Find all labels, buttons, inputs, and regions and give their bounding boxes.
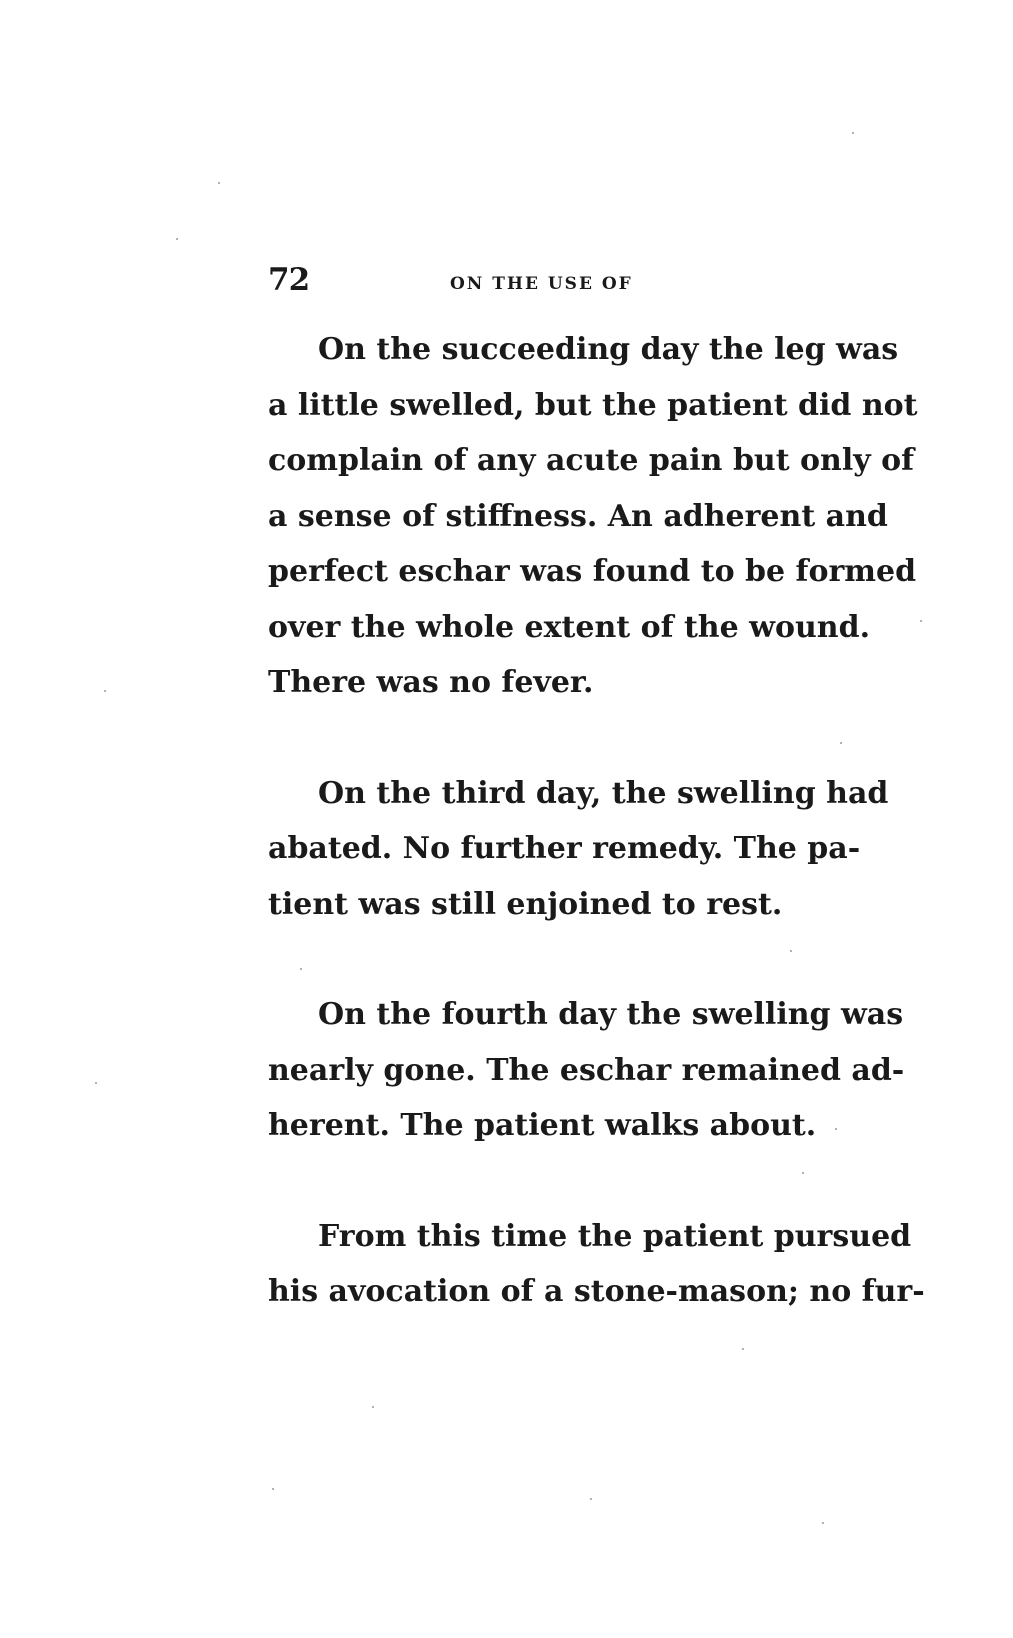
text-line: On the succeeding day the leg was [318,332,899,367]
text-line: complain of any acute pain but only of [268,443,915,478]
paragraph-gap [268,711,846,766]
paragraph-gap [268,1154,846,1209]
text-line: nearly gone. The eschar remained ad- [268,1052,905,1088]
page-number: 72 [268,262,310,298]
text-line: From this time the patient pursued [318,1218,912,1254]
scan-speck [95,1082,97,1084]
scan-speck [840,742,842,744]
text-line: his avocation of a stone-mason; no fur- [268,1274,925,1309]
text-line: herent. The patient walks about. [268,1108,817,1143]
text-line: a little swelled, but the patient did not [268,387,918,423]
body-text [268,322,925,1320]
paragraph-4 [268,1209,925,1320]
scan-speck [300,968,302,970]
scan-speck [852,132,854,134]
running-title: ON THE USE OF [450,274,633,294]
scan-speck [272,1488,274,1490]
text-line: perfect eschar was found to be formed [268,554,917,589]
scan-speck [104,690,106,692]
paragraph-1 [268,322,918,711]
scan-speck [802,1172,804,1174]
scan-speck [590,1498,592,1500]
scan-speck [218,182,220,184]
text-line: On the fourth day the swelling was [318,997,904,1032]
text-line: There was no fever. [268,665,594,700]
scan-speck [822,1522,824,1524]
running-head [268,262,848,302]
scan-speck [920,620,922,622]
scan-speck [372,1406,374,1408]
paragraph-3 [268,987,905,1154]
text-line: On the third day, the swelling had [318,775,889,811]
scan-speck [790,950,792,952]
text-line: over the whole extent of the wound. [268,609,871,645]
scan-speck [176,238,178,240]
scan-speck [742,1348,744,1350]
paragraph-2 [268,766,889,933]
text-line: a sense of stiffness. An adherent and [268,498,888,534]
scan-speck [835,1128,837,1130]
paragraph-gap [268,932,846,987]
text-line: abated. No further remedy. The pa- [268,831,861,866]
text-line: tient was still enjoined to rest. [268,886,783,922]
